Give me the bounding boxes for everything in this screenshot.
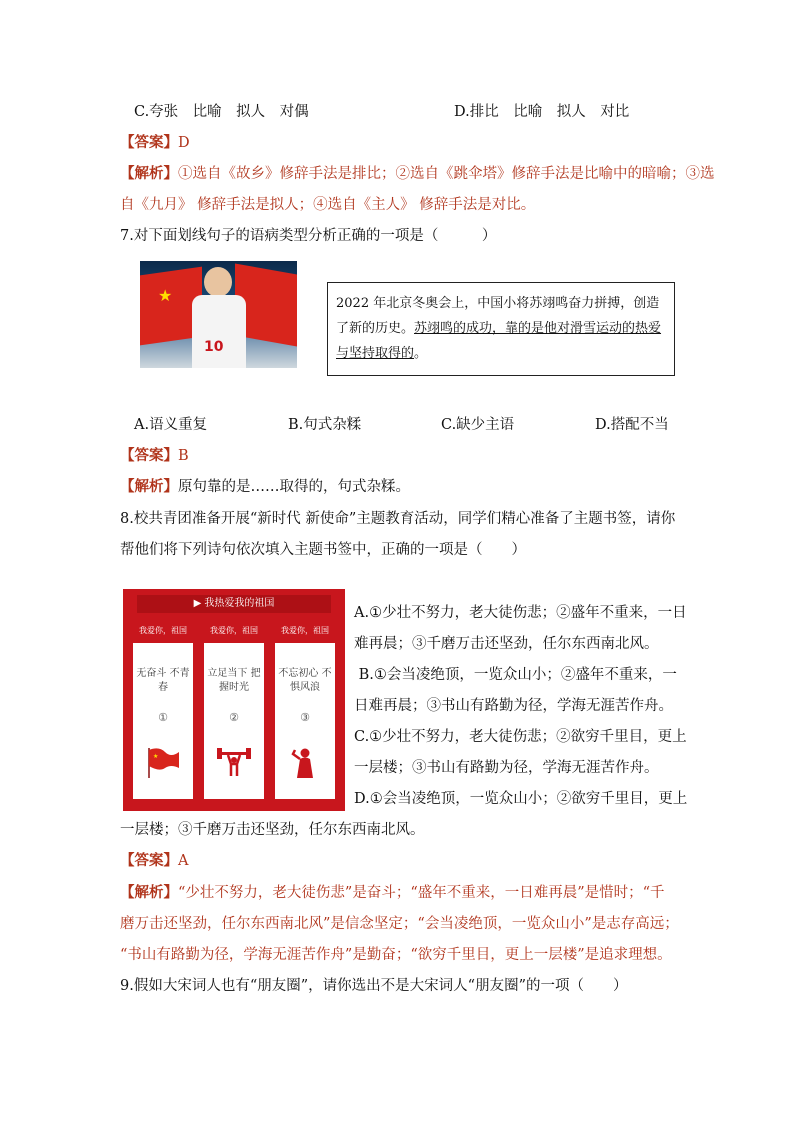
svg-text:★: ★ [153, 753, 159, 760]
q7-question: 7.对下面划线句子的语病类型分析正确的一项是（ ） [120, 228, 497, 244]
q8-answer: 【答案】A [120, 852, 189, 869]
answer-value: D [178, 135, 190, 151]
q7-option-b: B.句式杂糅 [288, 417, 362, 433]
q8-option-line-7: D.①会当凌绝顶，一览众山小；②欲穷千里目，更上 [354, 791, 688, 807]
q8-option-line-4: 日难再晨；③书山有路勤为径，学海无涯苦作舟。 [354, 698, 673, 714]
q8-option-line-3: B.①会当凌绝顶，一览众山小；②盛年不重来，一 [354, 667, 677, 683]
q8-analysis-line2: 磨万击还坚劲，任尔东西南北风”是信念坚定；“会当凌绝顶，一览众山小”是志存高远； [120, 916, 679, 932]
analysis-label: 【解析】 [120, 165, 178, 182]
bookmark-poster [123, 589, 345, 811]
q8-question-line2: 帮他们将下列诗句依次填入主题书签中，正确的一项是（ ） [120, 542, 526, 558]
bib-number: 10 [204, 339, 224, 355]
q8-question-line1: 8.校共青团准备开展“新时代 新使命”主题教育活动，同学们精心准备了主题书签，请你 [120, 511, 676, 527]
q8-analysis-line1: 【解析】“少壮不努力，老大徒伤悲”是奋斗；“盛年不重来，一日难再晨”是惜时；“千 [120, 884, 665, 901]
athlete-photo [140, 261, 297, 368]
q8-analysis-line3: “书山有路勤为径，学海无涯苦作舟”是勤奋；“欲穷千里目，更上一层楼”是追求理想。 [120, 947, 672, 963]
sentence-box: 2022 年北京冬奥会上，中国小将苏翊鸣奋力拼搏，创造了新的历史。苏翊鸣的成功，靠的是他对滑雪运动的热爱与坚持取得的。 [327, 282, 675, 376]
q8-option-line-2: 难再晨；③千磨万击还坚劲，任尔东西南北风。 [354, 636, 659, 652]
underlined-sentence: 苏翊鸣的成功，靠的是他对滑雪运动的热爱与坚持取得的 [336, 321, 662, 361]
q8-option-line-5: C.①少壮不努力，老大徒伤悲；②欲穷千里目，更上 [354, 729, 687, 745]
q6-analysis-line1: 【解析】①选自《故乡》修辞手法是排比；②选自《跳伞塔》修辞手法是比喻中的暗喻；③选 [120, 165, 715, 182]
q9-question: 9.假如大宋词人也有“朋友圈”，请你选出不是大宋词人“朋友圈”的一项（ ） [120, 978, 628, 994]
flag-icon [145, 744, 181, 780]
bookmark-card-2: 我爱你，祖国 立足当下 把握时光 ② [204, 619, 264, 799]
q7-option-a: A.语义重复 [134, 417, 208, 433]
q8-option-line-6: 一层楼；③书山有路勤为径，学海无涯苦作舟。 [354, 760, 659, 776]
q7-option-c: C.缺少主语 [441, 417, 515, 433]
soldier-salute-icon [287, 744, 323, 780]
athlete-head [204, 267, 232, 297]
athlete-bib [192, 295, 246, 368]
q8-option-line-1: A.①少壮不努力，老大徒伤悲；②盛年不重来，一日 [354, 605, 687, 621]
q6-answer [120, 133, 190, 153]
star-icon: ★ [158, 286, 173, 305]
poster-banner: ▶ 我热爱我的祖国 [137, 595, 331, 613]
bookmark-card-1: 我爱你，祖国 无奋斗 不青春 ① ★ [133, 619, 193, 799]
answer-label: 【答案】 [120, 134, 178, 151]
q7-option-d: D.搭配不当 [595, 417, 669, 433]
weightlifter-icon [216, 744, 252, 780]
q7-answer: 【答案】B [120, 447, 189, 464]
q6-option-c: C.夸张 比喻 拟人 对偶 [134, 104, 309, 120]
q6-option-d: D.排比 比喻 拟人 对比 [454, 104, 630, 120]
q8-option-d-continued: 一层楼；③千磨万击还坚劲，任尔东西南北风。 [120, 822, 425, 838]
q7-analysis: 【解析】原句靠的是……取得的，句式杂糅。 [120, 478, 410, 495]
q6-analysis-line2: 自《九月》 修辞手法是拟人；④选自《主人》 修辞手法是对比。 [120, 197, 536, 213]
bookmark-card-3: 我爱你，祖国 不忘初心 不惧风浪 ③ [275, 619, 335, 799]
